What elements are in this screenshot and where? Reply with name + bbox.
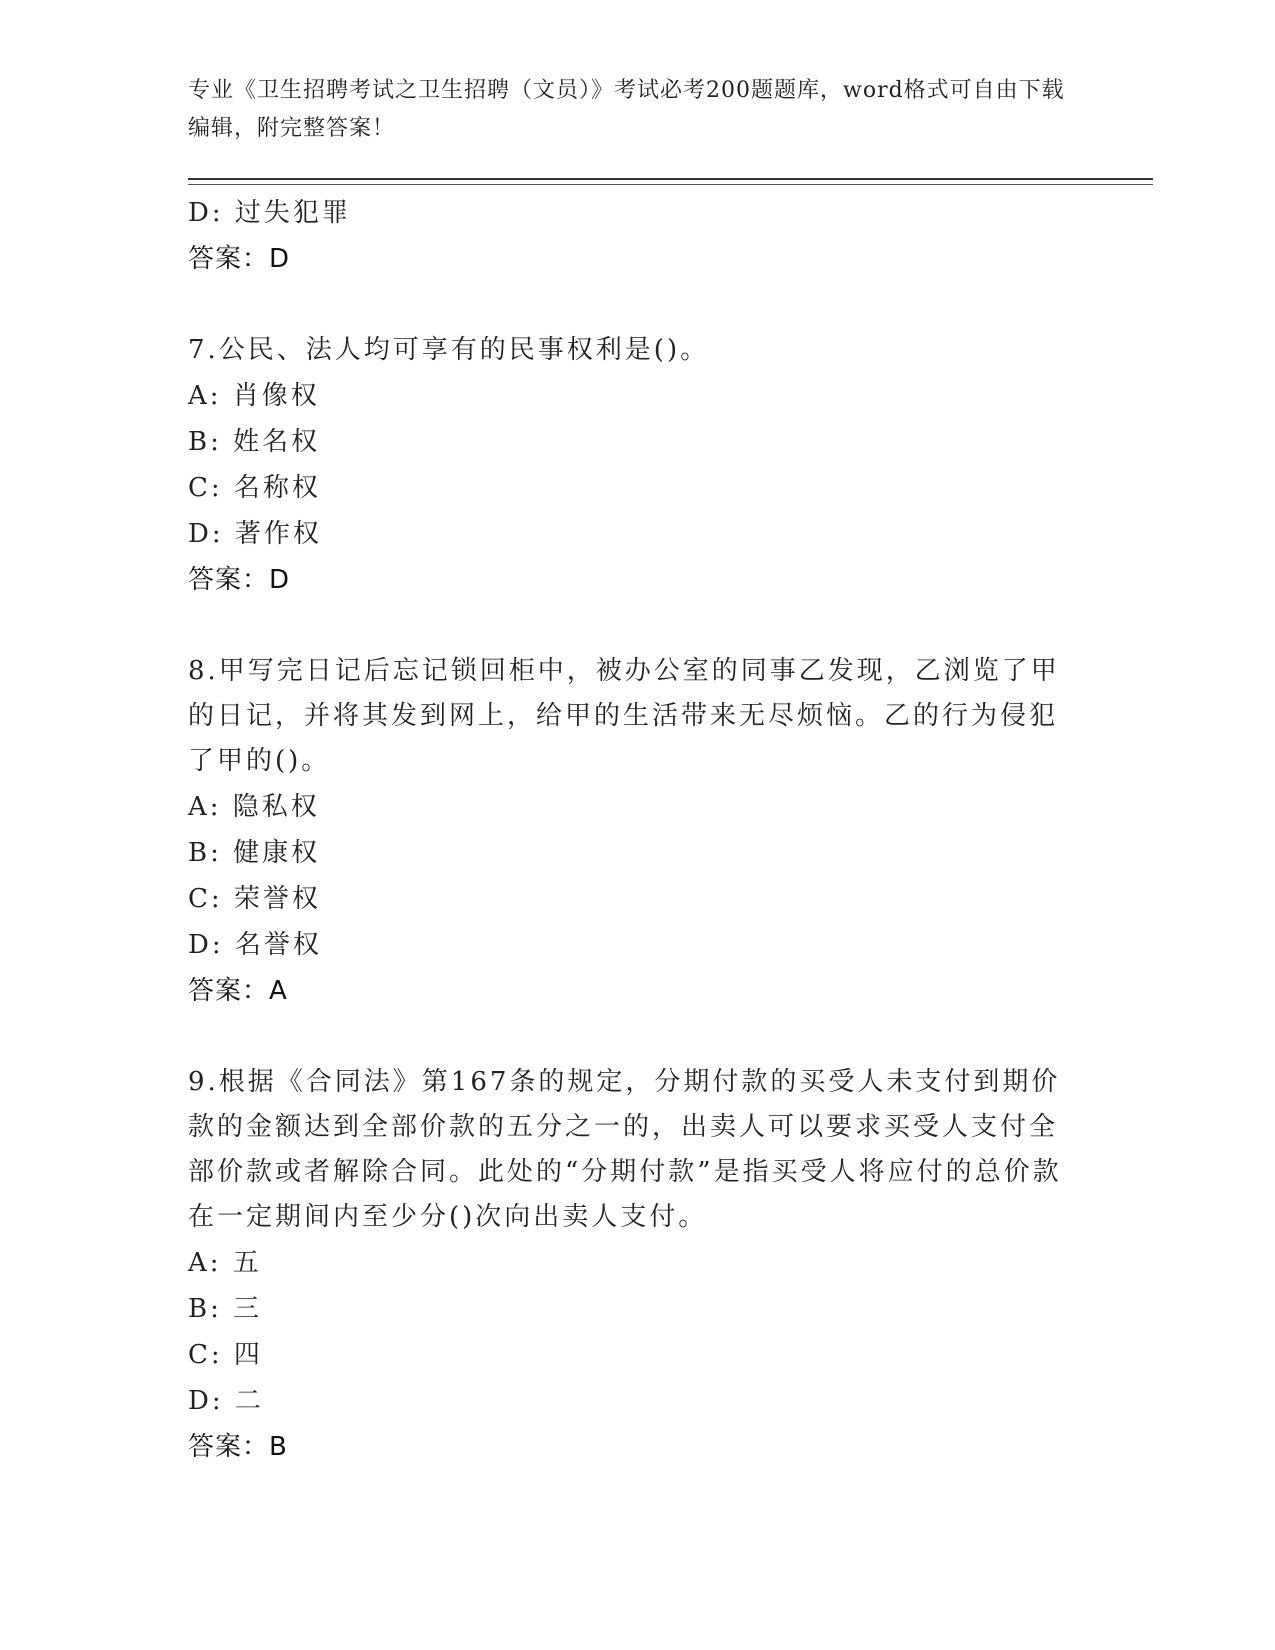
document-header: 专业《卫生招聘考试之卫生招聘（文员）》考试必考200题题库，word格式可自由下载编辑，附完整答案！ <box>188 78 1065 141</box>
question-list <box>188 190 1068 1470</box>
option-b: B: 三 <box>188 1294 263 1324</box>
option-a: A: 肖像权 <box>188 381 320 411</box>
question-8 <box>188 649 1068 1014</box>
answer-label: 答案：D <box>188 565 291 595</box>
option-d: D: 名誉权 <box>188 930 322 960</box>
question-stem: 8.甲写完日记后忘记锁回柜中，被办公室的同事乙发现，乙浏览了甲的日记，并将其发到网上，给甲的生活带来无尽烦恼。乙的行为侵犯了甲的()。 <box>188 656 1060 776</box>
answer-label: 答案：A <box>188 976 288 1006</box>
option-d: D: 二 <box>188 1386 264 1416</box>
header-divider-thin <box>188 184 1153 185</box>
spacer <box>188 603 1068 649</box>
question-9 <box>188 1060 1068 1470</box>
option-a: A: 五 <box>188 1248 262 1278</box>
answer-label: 答案：D <box>188 244 291 274</box>
header-divider-thick <box>188 178 1153 180</box>
option-b: B: 健康权 <box>188 838 321 868</box>
option-c: C: 四 <box>188 1340 263 1370</box>
option-b: B: 姓名权 <box>188 427 321 457</box>
answer-label: 答案：B <box>188 1432 288 1462</box>
question-stem: 7.公民、法人均可享有的民事权利是()。 <box>188 335 710 365</box>
option-c: C: 名称权 <box>188 473 321 503</box>
option-a: A: 隐私权 <box>188 792 320 822</box>
spacer <box>188 282 1068 328</box>
question-stem: 9.根据《合同法》第167条的规定，分期付款的买受人未支付到期价款的金额达到全部价款的五分之一的，出卖人可以要求买受人支付全部价款或者解除合同。此处的“分期付款”是指买受人将应付的总价款在一定期间内至少分()次向出卖人支付。 <box>188 1067 1062 1232</box>
question-7 <box>188 328 1068 603</box>
spacer <box>188 1014 1068 1060</box>
option-c: C: 荣誉权 <box>188 884 321 914</box>
option-d: D: 过失犯罪 <box>188 198 351 228</box>
option-d: D: 著作权 <box>188 519 322 549</box>
